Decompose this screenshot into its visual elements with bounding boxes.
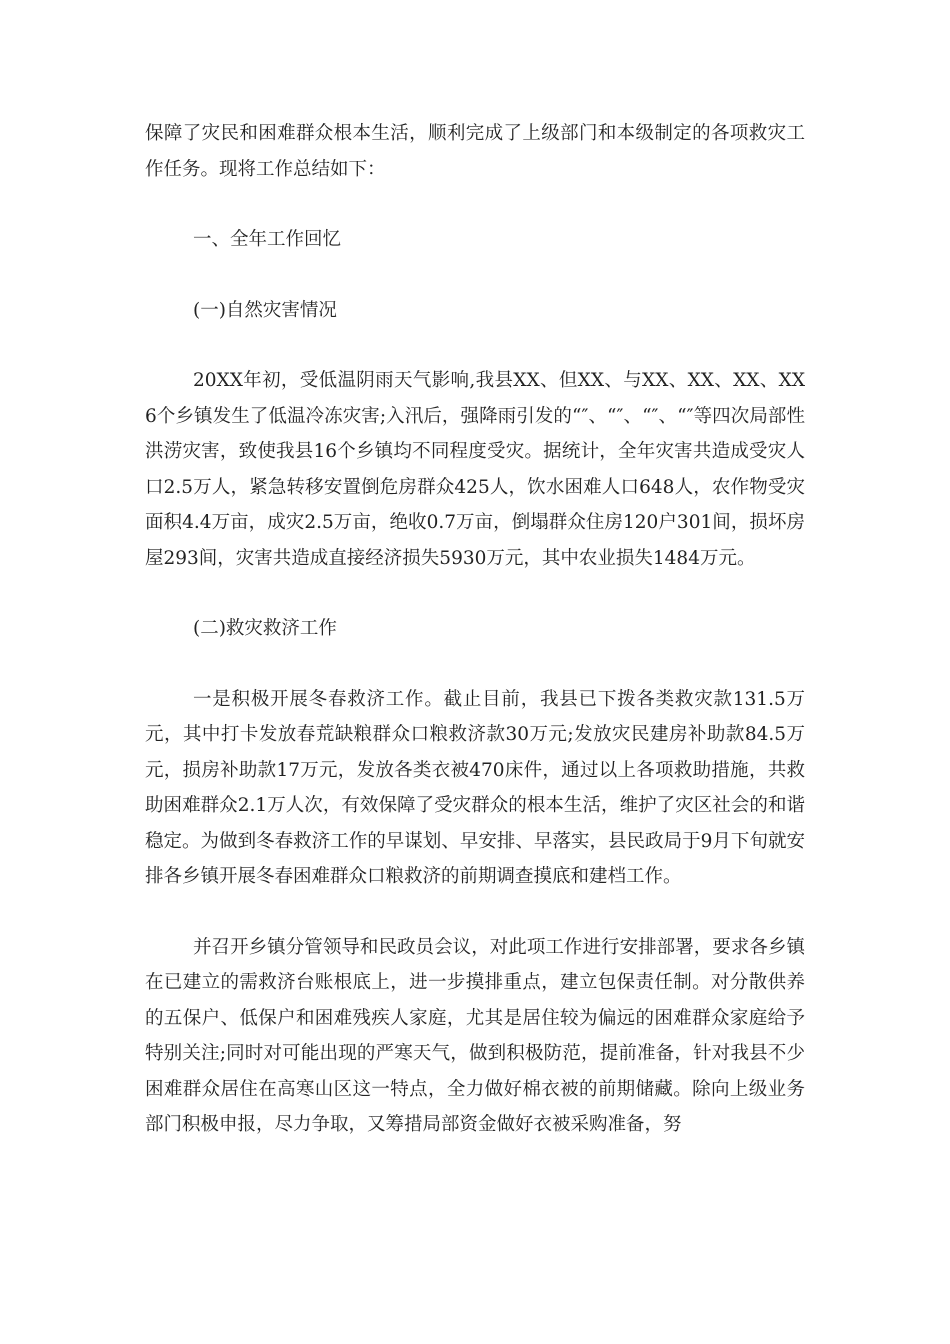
subsection-heading-relief-work: (二)救灾救济工作: [193, 618, 337, 639]
document-body: [145, 116, 805, 1143]
paragraph-disaster-statistics: 20XX年初，受低温阴雨天气影响,我县XX、但XX、与XX、XX、XX、XX6个乡镇发生了低温冷冻灾害;入汛后，强降雨引发的“″、“″、“″、“″等四次局部性洪涝灾害，致使我县16个乡镇均不同程度受灾。据统计，全年灾害共造成受灾人口2.5万人，紧急转移安置倒危房群众425人，饮水困难人口648人，农作物受灾面积4.4万亩，成灾2.5万亩，绝收0.7万亩，倒塌群众住房120户301间，损坏房屋293间，灾害共造成直接经济损失5930万元，其中农业损失1484万元。: [145, 370, 805, 569]
paragraph-winter-spring-relief: 一是积极开展冬春救济工作。截止目前，我县已下拨各类救灾款131.5万元，其中打卡发放春荒缺粮群众口粮救济款30万元;发放灾民建房补助款84.5万元，损房补助款17万元，发放各类衣被470床件，通过以上各项救助措施，共救助困难群众2.1万人次，有效保障了受灾群众的根本生活，维护了灾区社会的和谐稳定。为做到冬春救济工作的早谋划、早安排、早落实，县民政局于9月下旬就安排各乡镇开展冬春困难群众口粮救济的前期调查摸底和建档工作。: [145, 688, 805, 887]
paragraph-intro-continuation: 保障了灾民和困难群众根本生活，顺利完成了上级部门和本级制定的各项救灾工作任务。现将工作总结如下：: [145, 123, 805, 180]
paragraph-township-meeting: 并召开乡镇分管领导和民政员会议，对此项工作进行安排部署，要求各乡镇在已建立的需救济台账根底上，进一步摸排重点，建立包保责任制。对分散供养的五保户、低保户和困难残疾人家庭，尤其是居住较为偏远的困难群众家庭给予特别关注;同时对可能出现的严寒天气，做到积极防范，提前准备，针对我县不少困难群众居住在高寒山区这一特点，全力做好棉衣被的前期储藏。除向上级业务部门积极申报，尽力争取，又筹措局部资金做好衣被采购准备，努: [145, 936, 805, 1135]
section-heading-annual-review: 一、全年工作回忆: [193, 229, 342, 250]
subsection-heading-natural-disasters: (一)自然灾害情况: [193, 299, 337, 321]
